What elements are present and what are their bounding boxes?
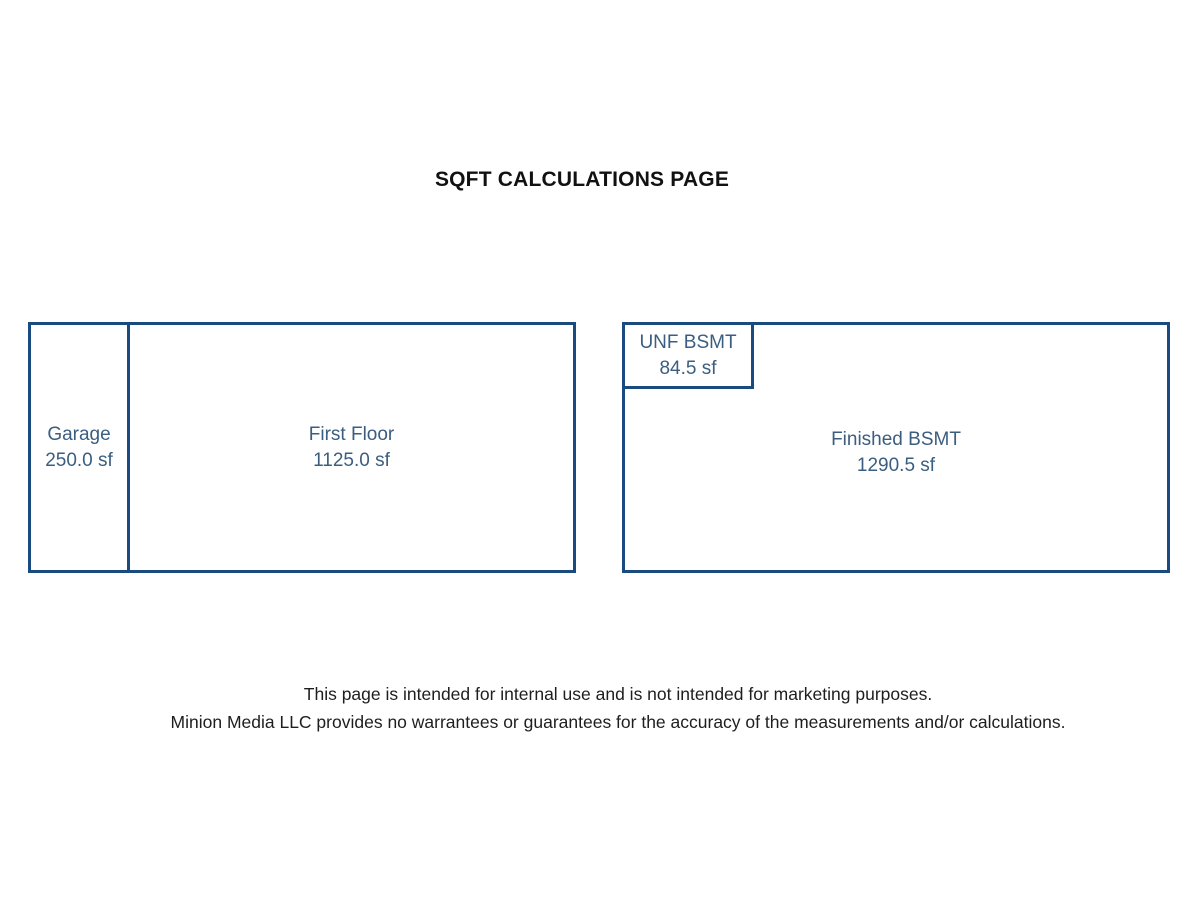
- room-unf-bsmt: [622, 322, 754, 389]
- disclaimer: [0, 680, 1200, 736]
- room-name: First Floor: [308, 423, 395, 445]
- room-area: 250.0 sf: [45, 449, 113, 471]
- room-name: Garage: [47, 423, 111, 445]
- room-area: 84.5 sf: [659, 357, 717, 379]
- room-garage: [28, 322, 130, 573]
- room-first-floor: [127, 322, 576, 573]
- room-name: UNF BSMT: [639, 331, 737, 353]
- disclaimer-line-1: This page is intended for internal use and is not intended for marketing purposes.: [303, 684, 933, 704]
- room-area: 1290.5 sf: [856, 454, 936, 476]
- room-area: 1125.0 sf: [313, 449, 390, 471]
- room-name: Finished BSMT: [831, 428, 961, 450]
- disclaimer-line-2: Minion Media LLC provides no warrantees or guarantees for the accuracy of the measurements and/or calculations.: [170, 712, 1066, 732]
- page-title: SQFT CALCULATIONS PAGE: [434, 168, 730, 191]
